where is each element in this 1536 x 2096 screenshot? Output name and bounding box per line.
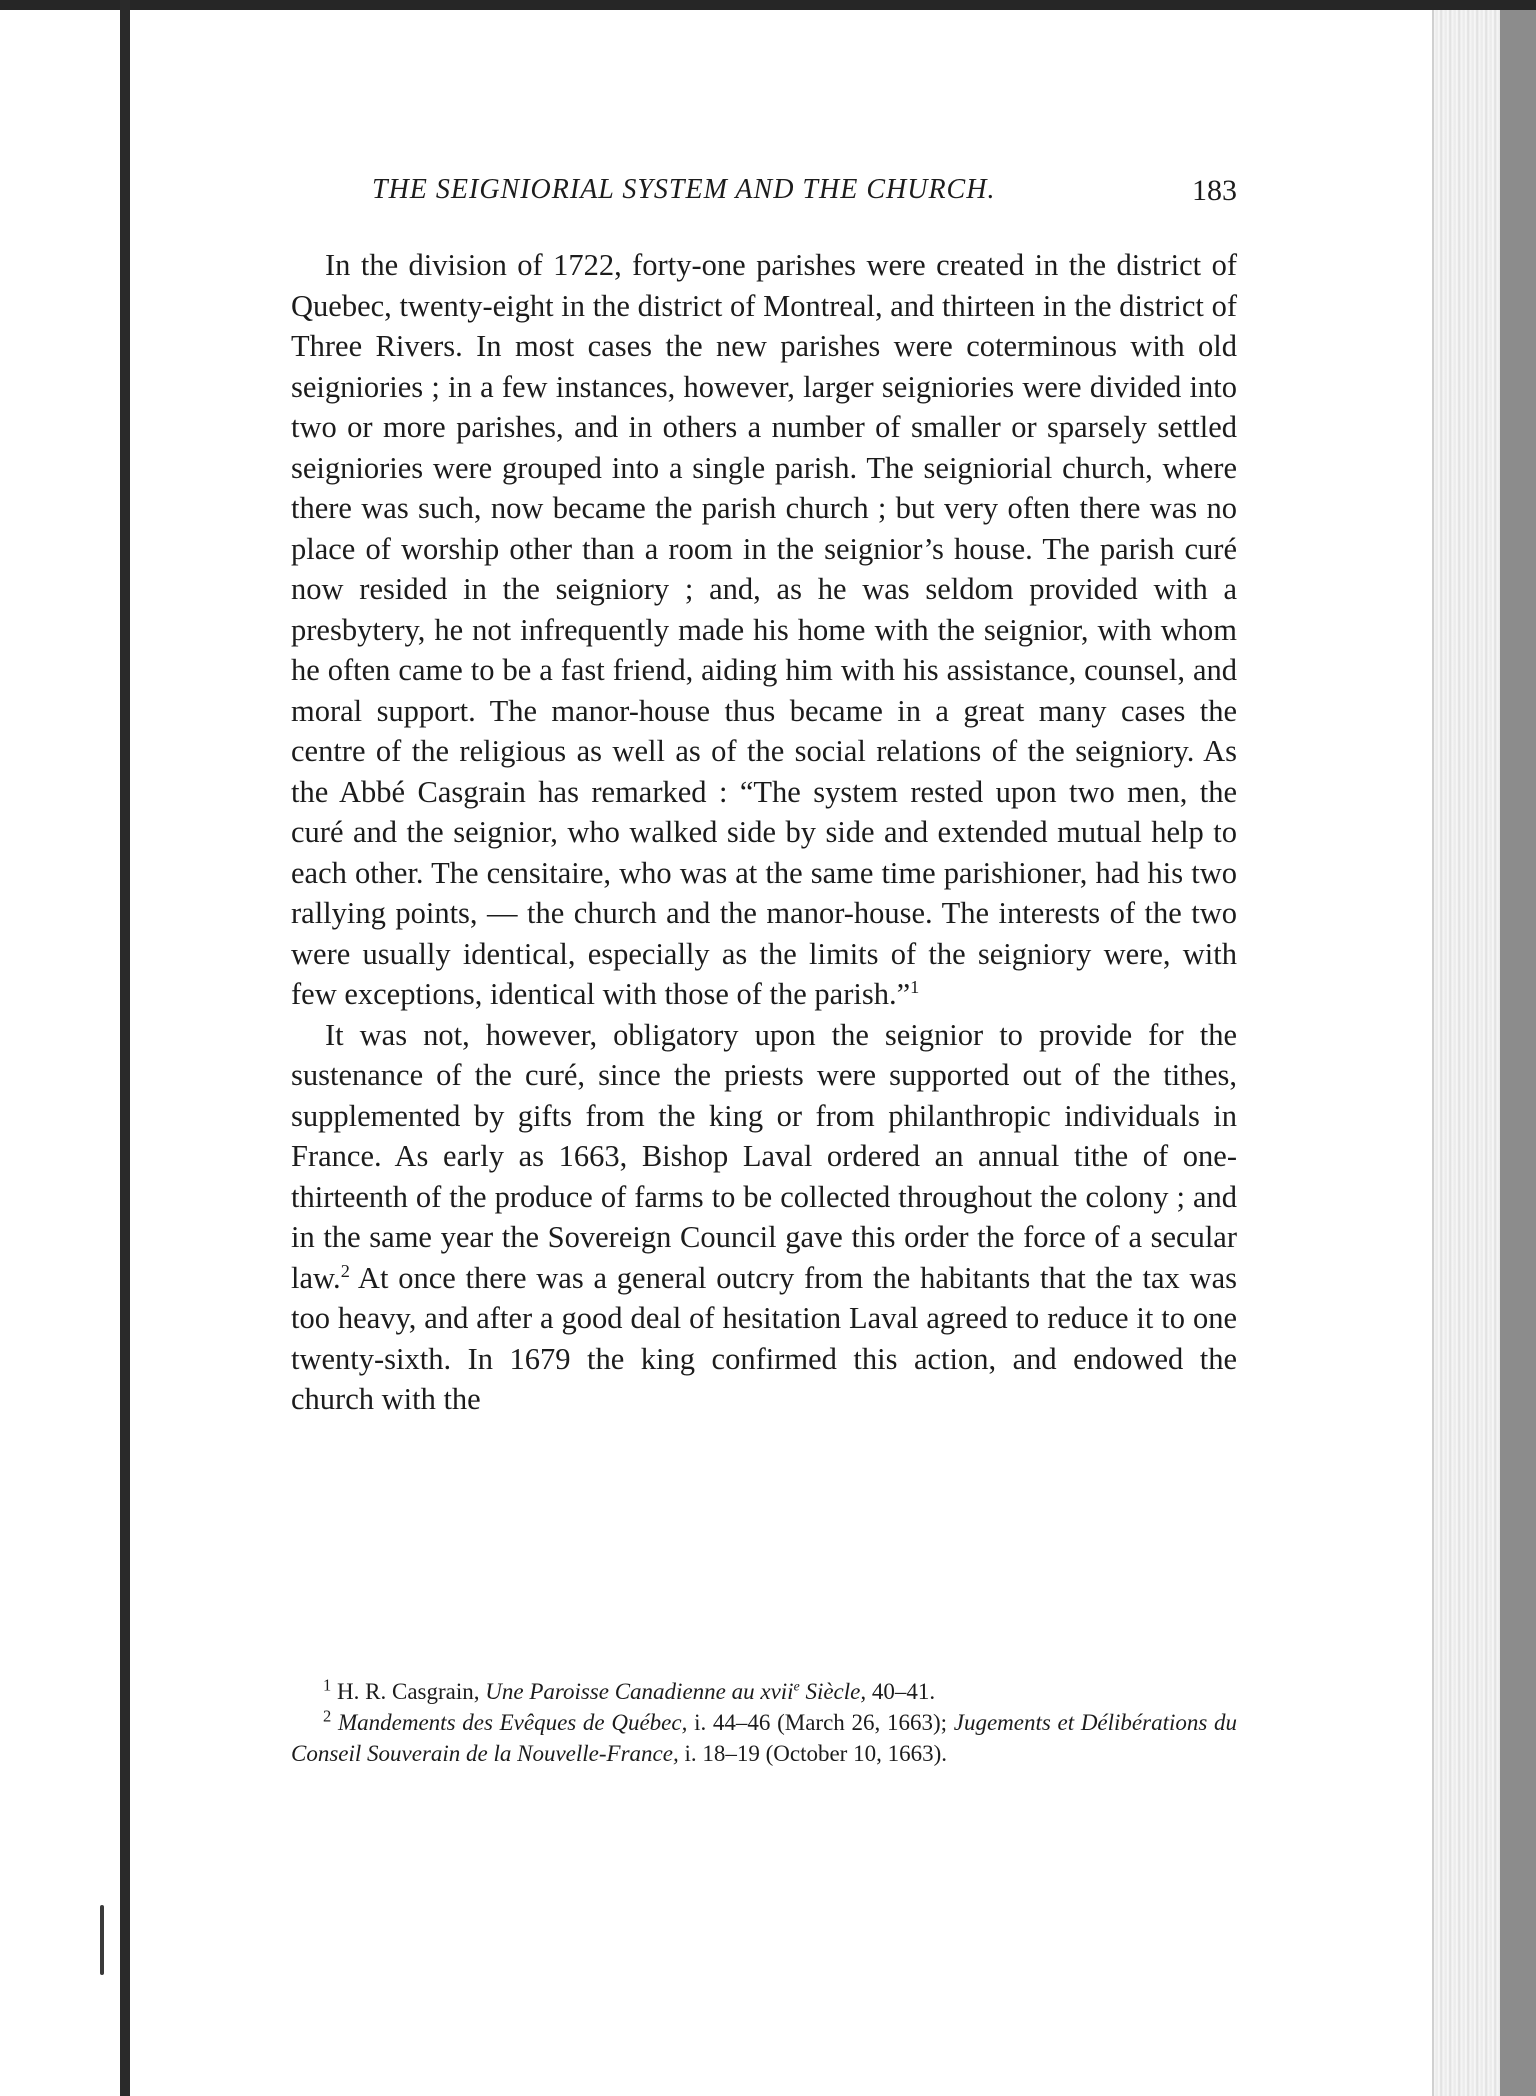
paragraph-2 <box>291 1015 1237 1420</box>
footnote-1-title-text: Une Paroisse Canadienne au xvii <box>485 1679 794 1704</box>
footnote-1 <box>291 1676 1237 1707</box>
footnote-1-author: H. R. Casgrain, <box>337 1679 480 1704</box>
footnote-1-pages: 40–41. <box>871 1679 936 1704</box>
book-edge-shadow <box>1500 10 1536 2096</box>
footnote-2-title-b: Jugements et Délibérations du Conseil Souverain de la Nouvelle-France, <box>291 1710 1238 1766</box>
book-gutter-shadow <box>120 0 130 2096</box>
footnote-2-title-a: Mandements des Evêques de Québec, <box>338 1710 688 1735</box>
running-head-title: THE SEIGNIORIAL SYSTEM AND THE CHURCH. <box>372 174 996 205</box>
footnote-2 <box>291 1707 1237 1769</box>
footnote-1-title-sup: e <box>793 1678 800 1694</box>
running-head <box>372 174 1237 218</box>
footnote-2-ref-a: i. 44–46 (March 26, 1663); <box>694 1710 948 1735</box>
footnote-1-title <box>485 1679 866 1704</box>
paragraph-1 <box>291 245 1237 1015</box>
page-number: 183 <box>1192 174 1237 207</box>
footnote-ref-1: 1 <box>910 976 920 997</box>
paragraph-2-text-b: At once there was a general outcry from the habitants that the tax was too heavy, and after a good deal of hesitation Laval agreed to reduce it to one twenty-sixth. In 1679 the king confirmed this action, and endowed the church with the <box>291 1260 1237 1416</box>
gutter-mark <box>100 1905 104 1975</box>
footnote-2-ref-b: i. 18–19 (October 10, 1663). <box>684 1741 948 1766</box>
body-text <box>291 245 1237 1420</box>
scan-top-edge <box>0 0 1536 10</box>
footnote-1-number: 1 <box>323 1675 332 1695</box>
paragraph-2-text-a: It was not, however, obligatory upon the seignior to provide for the sustenance of the curé, since the priests were supported out of the tithes, supplemented by gifts from the king or from philanthropic individuals in France. As early as 1663, Bishop Laval ordered an annual tithe of one-thirteenth of the produce of farms to be collected throughout the colony ; and in the same year the Sovereign Council gave this order the force of a secular law. <box>291 1017 1237 1295</box>
footnote-ref-2: 2 <box>340 1260 350 1281</box>
footnote-2-number: 2 <box>323 1706 332 1726</box>
footnotes <box>291 1676 1237 1769</box>
footnote-1-title-end: Siècle, <box>805 1679 867 1704</box>
paragraph-1-text: In the division of 1722, forty-one parishes were created in the district of Quebec, twenty-eight in the district of Montreal, and thirteen in the district of Three Rivers. In most cases the new parishes were coterminous with old seigniories ; in a few instances, however, larger seigniories were divided into two or more parishes, and in others a number of smaller or sparsely settled seigniories were grouped into a single parish. The seigniorial church, where there was such, now became the parish church ; but very often there was no place of worship other than a room in the seignior’s house. The parish curé now resided in the seigniory ; and, as he was seldom provided with a presbytery, he not infrequently made his home with the seignior, with whom he often came to be a fast friend, aiding him with his assistance, counsel, and moral support. The manor-house thus became in a great many cases the centre of the religious as well as of the social relations of the seigniory. As the Abbé Casgrain has remarked : “The system rested upon two men, the curé and the seignior, who walked side by side and extended mutual help to each other. The censitaire, who was at the same time parishioner, had his two rallying points, — the church and the manor-house. The interests of the two were usually identical, especially as the limits of the seigniory were, with few exceptions, identical with those of the parish.” <box>291 248 1237 1011</box>
